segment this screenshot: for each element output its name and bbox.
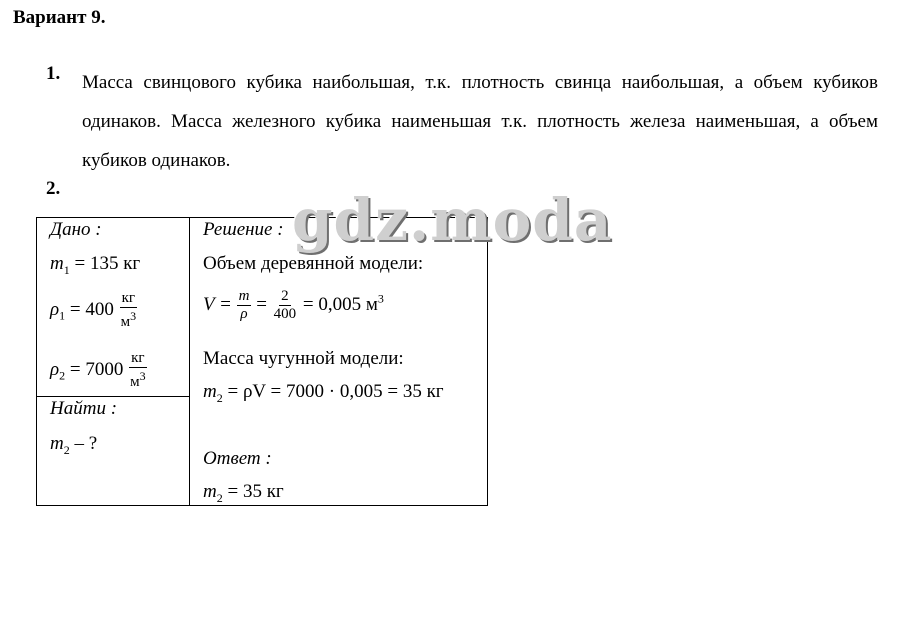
rho2-unit-den — [128, 368, 148, 391]
rho1-unit — [119, 290, 139, 331]
volume-fraction-2 — [272, 288, 299, 323]
table-vertical-divider — [189, 217, 190, 506]
item-1-text: Масса свинцового кубика наибольшая, т.к. плотность свинца наибольшая, а объем кубиков одинаков. Масса железного кубика наименьшая т.к. плотность железа наименьшая, а объем кубиков одинаков. — [82, 72, 878, 171]
rho1-sub: 1 — [59, 308, 66, 323]
rho1-symbol: ρ — [50, 298, 60, 320]
given-label: Дано : — [50, 219, 102, 240]
table-horizontal-divider — [36, 396, 189, 397]
answer-value — [203, 481, 284, 506]
item-number-2: 2. — [46, 178, 61, 199]
given-rho1 — [50, 290, 138, 331]
m2-sub: 2 — [63, 442, 70, 457]
volume-f1-num: m — [238, 288, 250, 304]
m1-sub: 1 — [63, 262, 70, 277]
m1-symbol: m — [50, 253, 64, 274]
m2-symbol: m — [50, 433, 64, 454]
volume-f1-den: ρ — [240, 306, 248, 322]
rho1-unit-num: кг — [121, 290, 136, 306]
mass-sub: 2 — [216, 390, 223, 405]
mass-symbol: m — [203, 381, 217, 402]
volume-lhs: V = — [203, 293, 232, 315]
rho1-unit-pow: 3 — [130, 309, 137, 323]
mass-rest: = ρV = 7000 · 0,005 = 35 кг — [227, 381, 444, 402]
answer-rest: = 35 кг — [227, 481, 284, 502]
page-title: Вариант 9. — [13, 7, 106, 28]
find-m2 — [50, 433, 97, 458]
volume-f2-den: 400 — [273, 306, 297, 322]
given-rho2 — [50, 350, 148, 391]
rho2-unit — [128, 350, 148, 391]
volume-fraction-1 — [237, 288, 252, 323]
rho1-unit-den — [119, 308, 139, 331]
find-label: Найти : — [50, 398, 118, 419]
answer-label: Ответ : — [203, 448, 272, 469]
volume-rhs-pow: 3 — [377, 291, 384, 306]
volume-text: Объем деревянной модели: — [203, 253, 424, 274]
answer-sub: 2 — [216, 490, 223, 505]
volume-rhs: = 0,005 м — [302, 293, 378, 315]
rho2-symbol: ρ — [50, 358, 60, 380]
rho1-value: = 400 — [69, 298, 114, 320]
watermark-logo: gdz.moda — [292, 186, 613, 254]
volume-eq: = — [256, 293, 267, 315]
rho2-unit-den-text: м — [130, 374, 140, 390]
mass-formula — [203, 381, 444, 406]
volume-f2-num: 2 — [281, 288, 289, 304]
m1-value: = 135 кг — [74, 253, 141, 274]
rho2-unit-num: кг — [131, 350, 145, 366]
rho1-unit-den-text: м — [120, 314, 131, 330]
m2-value: – ? — [74, 433, 98, 454]
solution-label: Решение : — [203, 219, 284, 240]
volume-formula — [203, 288, 384, 323]
answer-symbol: m — [203, 481, 217, 502]
item-number-1: 1. — [46, 63, 61, 84]
rho2-value: = 7000 — [69, 358, 124, 380]
rho2-sub: 2 — [59, 368, 66, 383]
rho2-unit-pow: 3 — [139, 369, 146, 383]
mass-text: Масса чугунной модели: — [203, 348, 404, 369]
given-m1 — [50, 253, 140, 278]
